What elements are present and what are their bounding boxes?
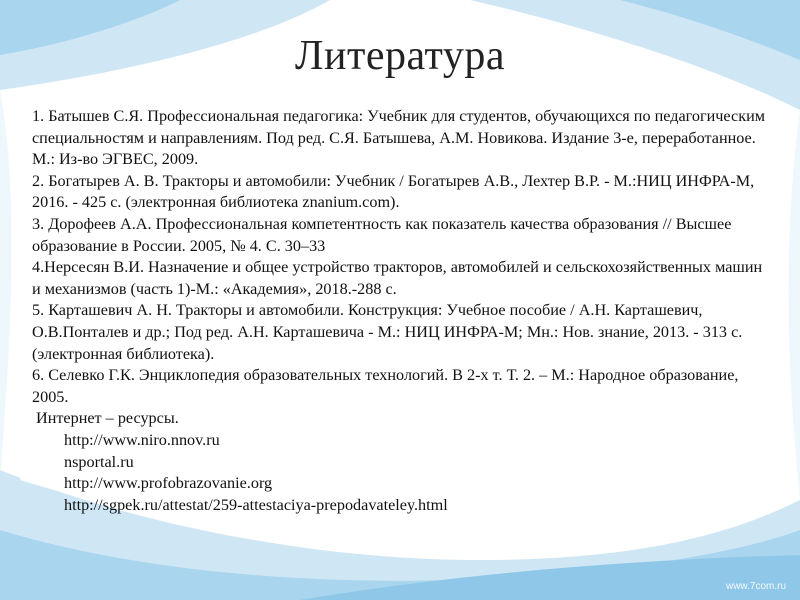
reference-item: 3. Дорофеев А.А. Профессиональная компетентность как показатель качества образования // Высшее образование в России. 2005, № 4. С. 30–33 (32, 214, 732, 255)
slide-title: Литература (295, 33, 505, 79)
link-list (32, 430, 772, 516)
reference-item: 6. Селевко Г.К. Энциклопедия образовательных технологий. В 2-х т. Т. 2. – М.: Народное образование, 2005. (32, 366, 739, 406)
internet-resources-heading: Интернет – ресурсы. (36, 409, 179, 428)
reference-item: 1. Батышев С.Я. Профессиональная педагогика: Учебник для студентов, обучающихся по педагогическим специальностям и направлениям. Под ред. С.Я. Батышева, А.М. Новикова. Издание 3-е, переработанное. М.: Из-во ЭГВЕС, 2009. (32, 107, 765, 169)
resource-link[interactable]: nsportal.ru (64, 452, 134, 471)
reference-item: 5. Карташевич А. Н. Тракторы и автомобили. Конструкция: Учебное пособие / А.Н. Карташевич, О.В.Понталев и др.; Под ред. А.Н. Карташевича - М.: НИЦ ИНФРА-М; Мн.: Нов. знание, 2013. - 313 с. (электронная библиотека). (32, 301, 743, 363)
reference-list (32, 106, 772, 516)
reference-item: 4.Нерсесян В.И. Назначение и общее устройство тракторов, автомобилей и сельскохозяйственных машин и механизмов (часть 1)-М.: «Академия», 2018.-288 с. (32, 258, 763, 298)
resource-link[interactable]: http://www.niro.nnov.ru (64, 430, 220, 449)
watermark: www.7com.ru (725, 581, 786, 592)
resource-link[interactable]: http://www.profobrazovanie.org (64, 474, 273, 493)
reference-item: 2. Богатырев А. В. Тракторы и автомобили: Учебник / Богатырев А.В., Лехтер В.Р. - М.:НИЦ ИНФРА-М, 2016. - 425 с. (электронная библиотека znanium.com). (32, 171, 755, 212)
resource-link[interactable]: http://sgpek.ru/attestat/259-attestaciya-prepodavateley.html (64, 495, 448, 514)
